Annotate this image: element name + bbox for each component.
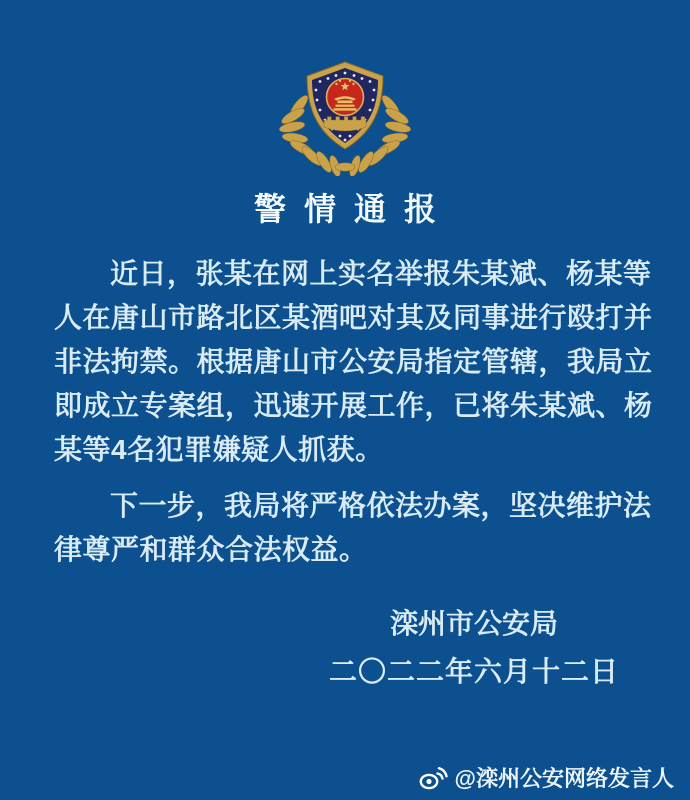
body-line: 非法拘禁。根据唐山市公安局指定管辖，我局立: [54, 346, 653, 377]
signature-block: [324, 600, 624, 696]
body-line: 即成立专案组，迅速开展工作，已将朱某斌、杨: [54, 390, 653, 421]
watermark-text: @滦州公安网络发言人: [454, 766, 674, 791]
weibo-icon: [418, 765, 448, 791]
notice-date: 二〇二二年六月十二日: [328, 656, 619, 687]
agency-name: 滦州市公安局: [389, 608, 558, 639]
notice-title: 警情通报: [253, 191, 454, 227]
paragraph-2: [54, 484, 652, 572]
weibo-watermark: [418, 762, 674, 793]
body-line: 下一步，我局将严格依法办案，坚决维护法: [110, 490, 652, 521]
body-line: 律尊严和群众合法权益。: [54, 534, 368, 565]
body-line: 人在唐山市路北区某酒吧对其及同事进行殴打并: [54, 302, 653, 333]
body-line: 近日，张某在网上实名举报朱某斌、杨某等: [110, 258, 652, 289]
police-emblem-icon: [277, 54, 413, 176]
emblem-container: [0, 0, 690, 176]
body-line: 某等4名犯罪嫌疑人抓获。: [54, 434, 384, 465]
notice-body: [0, 252, 690, 572]
paragraph-1: [54, 252, 653, 472]
